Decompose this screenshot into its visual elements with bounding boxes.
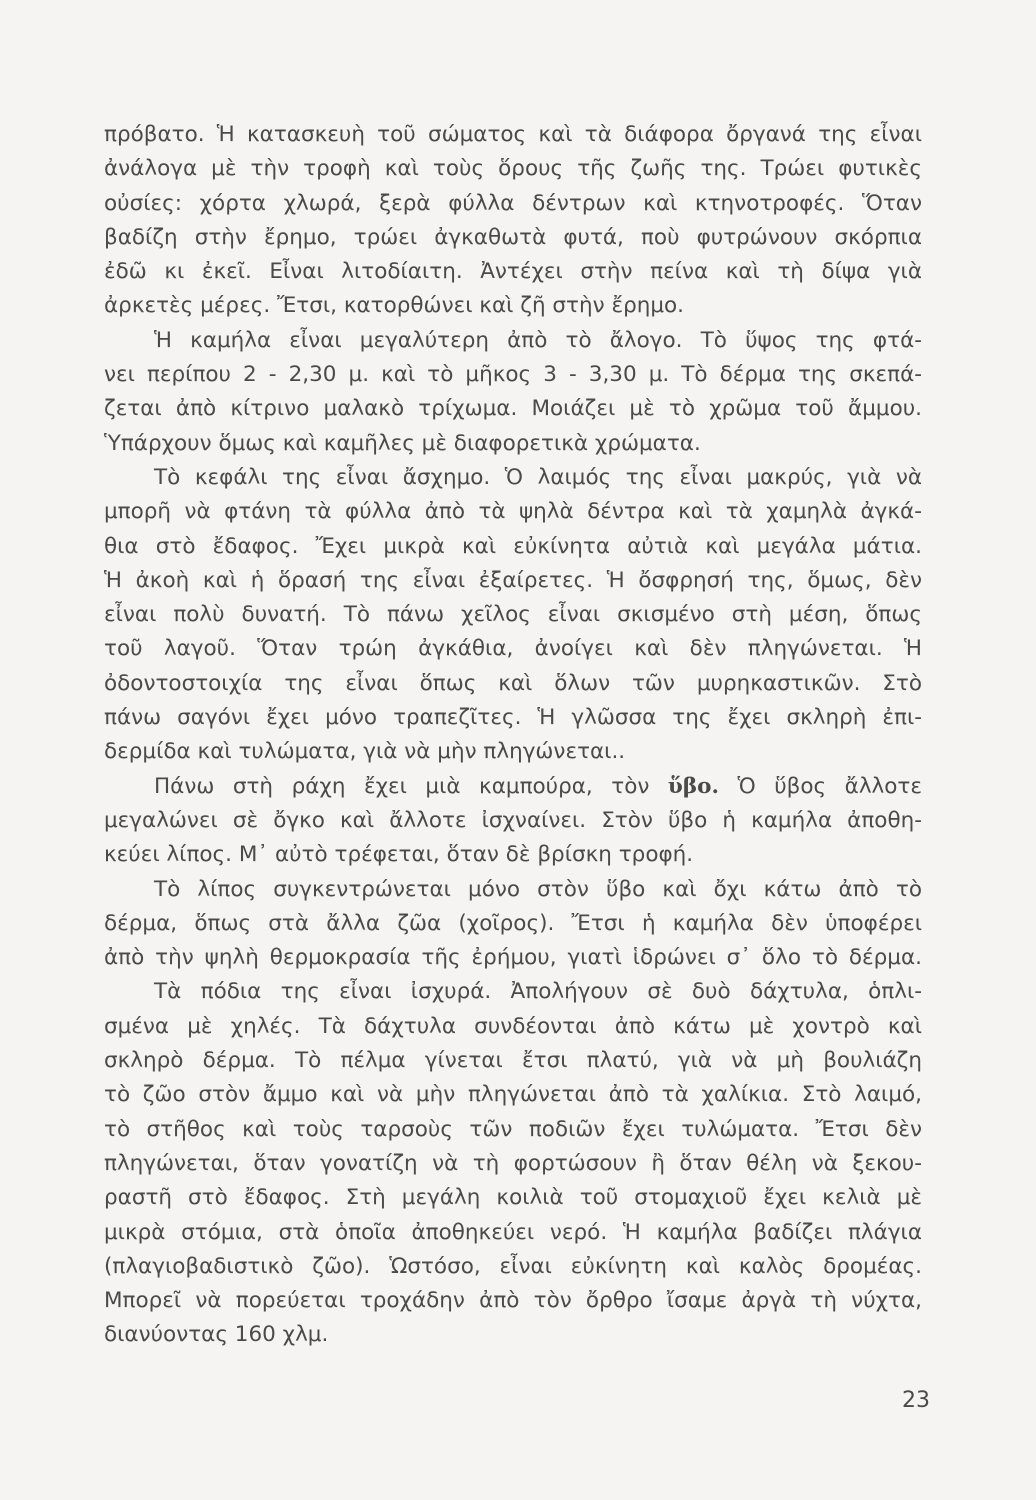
text-line: κεύει λίπος. Μ᾽ αὐτὸ τρέφεται, ὅταν δὲ βρίσκη τροφή. [104,842,694,868]
text-line: Ἡ ἀκοὴ καὶ ἡ ὅρασή της εἶναι ἐξαίρετες. Ἡ ὄσφρησή της, ὅμως, δὲν [104,567,922,593]
text-line-with-bold [104,770,922,804]
text-line: Τὸ κεφάλι της εἶναι ἄσχημο. Ὁ λαιμός της εἶναι μακρύς, γιὰ νὰ [154,464,922,490]
text-line: πληγώνεται, ὅταν γονατίζη νὰ τὴ φορτώσουν ἢ ὅταν θέλη νὰ ξεκου- [104,1150,922,1176]
page-number: 23 [902,1388,930,1413]
text-line: μικρὰ στόμια, στὰ ὁποῖα ἀποθηκεύει νερό. Ἡ καμήλα βαδίζει πλάγια [104,1219,922,1245]
text-line: βαδίζη στὴν ἔρημο, τρώει ἀγκαθωτὰ φυτά, ποὺ φυτρώνουν σκόρπια [104,224,922,250]
text-line: σμένα μὲ χηλές. Τὰ δάχτυλα συνδέονται ἀπὸ κάτω μὲ χοντρὸ καὶ [104,1013,922,1039]
text-line: νει περίπου 2 - 2,30 μ. καὶ τὸ μῆκος 3 - 3,30 μ. Τὸ δέρμα της σκεπά- [104,362,922,388]
text-fragment: Πάνω στὴ ράχη ἔχει μιὰ καμπούρα, τὸν [154,773,650,799]
text-line: Τὸ λίπος συγκεντρώνεται μόνο στὸν ὕβο καὶ ὄχι κάτω ἀπὸ τὸ [154,876,922,902]
body-text [104,118,922,1353]
text-line: θια στὸ ἔδαφος. Ἔχει μικρὰ καὶ εὐκίνητα αὐτιὰ καὶ μεγάλα μάτια. [104,533,922,559]
text-line: μπορῆ νὰ φτάνη τὰ φύλλα ἀπὸ τὰ ψηλὰ δέντρα καὶ τὰ χαμηλὰ ἀγκά- [104,499,922,525]
text-line: ἐδῶ κι ἐκεῖ. Εἶναι λιτοδίαιτη. Ἀντέχει στὴν πείνα καὶ τὴ δίψα γιὰ [104,259,922,285]
text-line: ζεται ἀπὸ κίτρινο μαλακὸ τρίχωμα. Μοιάζει μὲ τὸ χρῶμα τοῦ ἄμμου. [104,396,922,422]
text-line: ἀπὸ τὴν ψηλὴ θερμοκρασία τῆς ἐρήμου, γιατὶ ἱδρώνει σ᾽ ὅλο τὸ δέρμα. [104,945,922,971]
text-line: πρόβατο. Ἡ κατασκευὴ τοῦ σώματος καὶ τὰ διάφορα ὄργανά της εἶναι [104,122,922,147]
text-fragment: Ὁ ὕβος ἄλλοτε [737,773,922,799]
text-line: εἶναι πολὺ δυνατή. Τὸ πάνω χεῖλος εἶναι σκισμένο στὴ μέση, ὅπως [104,602,922,628]
text-line: Ἡ καμήλα εἶναι μεγαλύτερη ἀπὸ τὸ ἄλογο. Τὸ ὕψος της φτά- [154,327,922,353]
text-line: τὸ στῆθος καὶ τοὺς ταρσοὺς τῶν ποδιῶν ἔχει τυλώματα. Ἔτσι δὲν [104,1116,922,1142]
text-line: σκληρὸ δέρμα. Τὸ πέλμα γίνεται ἔτσι πλατύ, γιὰ νὰ μὴ βουλιάζη [104,1048,922,1074]
text-line: οὐσίες: χόρτα χλωρά, ξερὰ φύλλα δέντρων καὶ κτηνοτροφές. Ὅταν [104,190,922,216]
text-line: τοῦ λαγοῦ. Ὅταν τρώη ἀγκάθια, ἀνοίγει καὶ δὲν πληγώνεται. Ἡ [104,636,922,662]
text-line: ἀνάλογα μὲ τὴν τροφὴ καὶ τοὺς ὅρους τῆς ζωῆς της. Τρώει φυτικὲς [104,156,922,182]
text-line: ὀδοντοστοιχία της εἶναι ὅπως καὶ ὅλων τῶν μυρηκαστικῶν. Στὸ [104,670,922,696]
text-line: (πλαγιοβαδιστικὸ ζῶο). Ὡστόσο, εἶναι εὐκίνητη καὶ καλὸς δρομέας. [104,1253,922,1279]
text-line: δερμίδα καὶ τυλώματα, γιὰ νὰ μὴν πληγώνεται.. [104,739,626,765]
text-line: Τὰ πόδια της εἶναι ἰσχυρά. Ἀπολήγουν σὲ δυὸ δάχτυλα, ὁπλι- [154,979,922,1005]
text-line: Ὑπάρχουν ὅμως καὶ καμῆλες μὲ διαφορετικὰ χρώματα. [104,430,701,456]
text-line: μεγαλώνει σὲ ὄγκο καὶ ἄλλοτε ἰσχναίνει. Στὸν ὕβο ἡ καμήλα ἀποθη- [104,807,922,833]
text-line: ραστῆ στὸ ἔδαφος. Στὴ μεγάλη κοιλιὰ τοῦ στομαχιοῦ ἔχει κελιὰ μὲ [104,1185,922,1211]
text-line: πάνω σαγόνι ἔχει μόνο τραπεζῖτες. Ἡ γλῶσσα της ἔχει σκληρὴ ἐπι- [104,705,922,731]
text-line: ἀρκετὲς μέρες. Ἔτσι, κατορθώνει καὶ ζῆ στὴν ἔρημο. [104,293,685,319]
bold-term: ὕβο. [667,773,719,799]
text-line: τὸ ζῶο στὸν ἄμμο καὶ νὰ μὴν πληγώνεται ἀπὸ τὰ χαλίκια. Στὸ λαιμό, [104,1082,922,1108]
text-line: δέρμα, ὅπως στὰ ἄλλα ζῶα (χοῖρος). Ἔτσι ἡ καμήλα δὲν ὑποφέρει [104,910,922,936]
text-line: διανύοντας 160 χλμ. [104,1322,329,1348]
text-line: Μπορεῖ νὰ πορεύεται τροχάδην ἀπὸ τὸν ὄρθρο ἴσαμε ἀργὰ τὴ νύχτα, [104,1288,922,1314]
